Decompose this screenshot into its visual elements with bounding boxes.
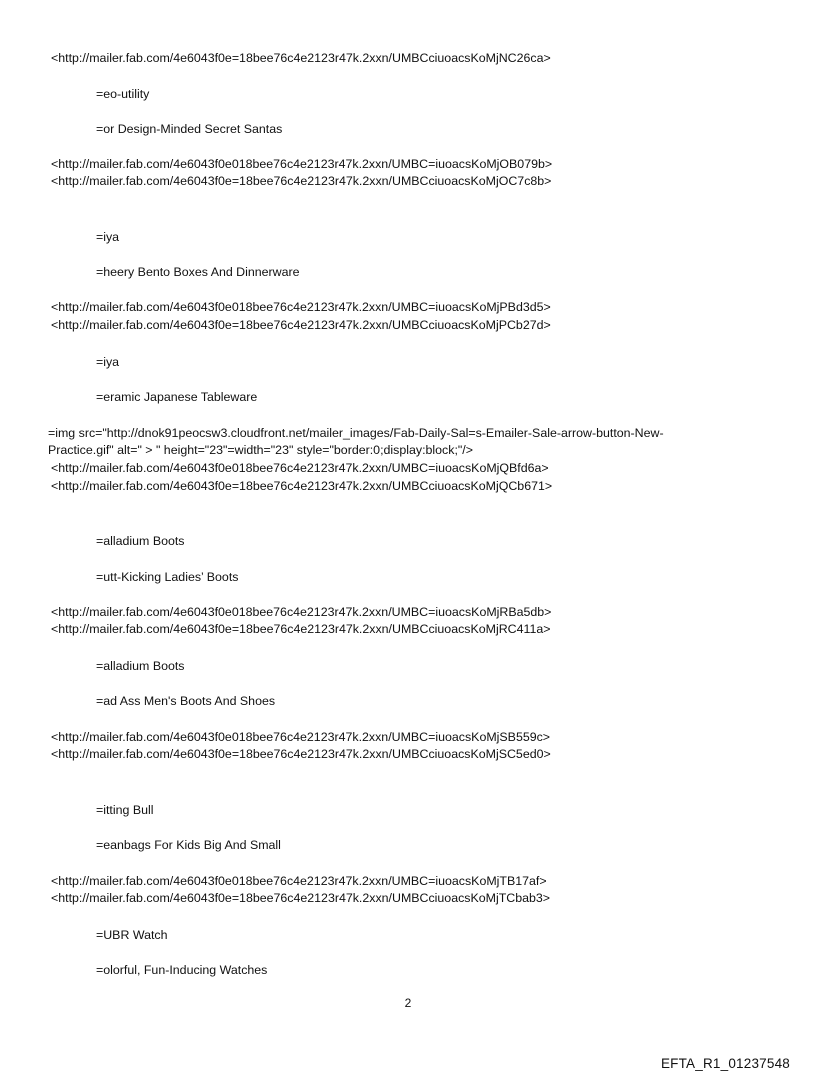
url-line: <http://mailer.fab.com/4e6043f0e018bee76c4e2123r47k.2xxn/UMBC=iuoacsKoMjRBa5db>	[51, 605, 552, 619]
url-line: <http://mailer.fab.com/4e6043f0e018bee76c4e2123r47k.2xxn/UMBC=iuoacsKoMjOB079b>	[51, 157, 553, 171]
url-line: <http://mailer.fab.com/4e6043f0e=18bee76c4e2123r47k.2xxn/UMBCciuoacsKoMjOC7c8b>	[51, 174, 552, 188]
url-line: <http://mailer.fab.com/4e6043f0e=18bee76c4e2123r47k.2xxn/UMBCciuoacsKoMjSC5ed0>	[51, 747, 551, 761]
item-title: =itting Bull	[96, 803, 154, 817]
bates-stamp: EFTA_R1_01237548	[660, 1056, 790, 1071]
item-title: =iya	[96, 230, 120, 244]
html-line: Practice.gif" alt=" > " height="23"=width="23" style="border:0;display:block;"/>	[48, 443, 473, 457]
url-line: <http://mailer.fab.com/4e6043f0e018bee76c4e2123r47k.2xxn/UMBC=iuoacsKoMjTB17af>	[51, 874, 547, 888]
item-tagline: =or Design-Minded Secret Santas	[96, 122, 283, 136]
item-title: =eo-utility	[96, 87, 150, 101]
url-line: <http://mailer.fab.com/4e6043f0e=18bee76c4e2123r47k.2xxn/UMBCciuoacsKoMjNC26ca>	[51, 51, 551, 65]
url-line: <http://mailer.fab.com/4e6043f0e=18bee76c4e2123r47k.2xxn/UMBCciuoacsKoMjPCb27d>	[51, 318, 551, 332]
item-tagline: =eramic Japanese Tableware	[96, 390, 258, 404]
item-title: =UBR Watch	[96, 928, 168, 942]
item-tagline: =utt-Kicking Ladies’ Boots	[96, 570, 239, 584]
url-line: <http://mailer.fab.com/4e6043f0e=18bee76c4e2123r47k.2xxn/UMBCciuoacsKoMjTCbab3>	[51, 891, 551, 905]
item-title: =iya	[96, 355, 120, 369]
item-tagline: =heery Bento Boxes And Dinnerware	[96, 265, 300, 279]
url-line: <http://mailer.fab.com/4e6043f0e018bee76c4e2123r47k.2xxn/UMBC=iuoacsKoMjQBfd6a>	[51, 461, 549, 475]
item-tagline: =eanbags For Kids Big And Small	[96, 838, 281, 852]
url-line: <http://mailer.fab.com/4e6043f0e018bee76c4e2123r47k.2xxn/UMBC=iuoacsKoMjSB559c>	[51, 730, 551, 744]
html-line: =img src="http://dnok91peocsw3.cloudfront.net/mailer_images/Fab-Daily-Sal=s-Emailer-Sale-arrow-button-New-	[48, 426, 664, 440]
item-title: =alladium Boots	[96, 659, 185, 673]
page-number: 2	[404, 996, 412, 1010]
url-line: <http://mailer.fab.com/4e6043f0e018bee76c4e2123r47k.2xxn/UMBC=iuoacsKoMjPBd3d5>	[51, 300, 551, 314]
url-line: <http://mailer.fab.com/4e6043f0e=18bee76c4e2123r47k.2xxn/UMBCciuoacsKoMjRC411a>	[51, 622, 551, 636]
item-tagline: =ad Ass Men's Boots And Shoes	[96, 694, 276, 708]
url-line: <http://mailer.fab.com/4e6043f0e=18bee76c4e2123r47k.2xxn/UMBCciuoacsKoMjQCb671>	[51, 479, 553, 493]
item-tagline: =olorful, Fun-Inducing Watches	[96, 963, 268, 977]
item-title: =alladium Boots	[96, 534, 185, 548]
